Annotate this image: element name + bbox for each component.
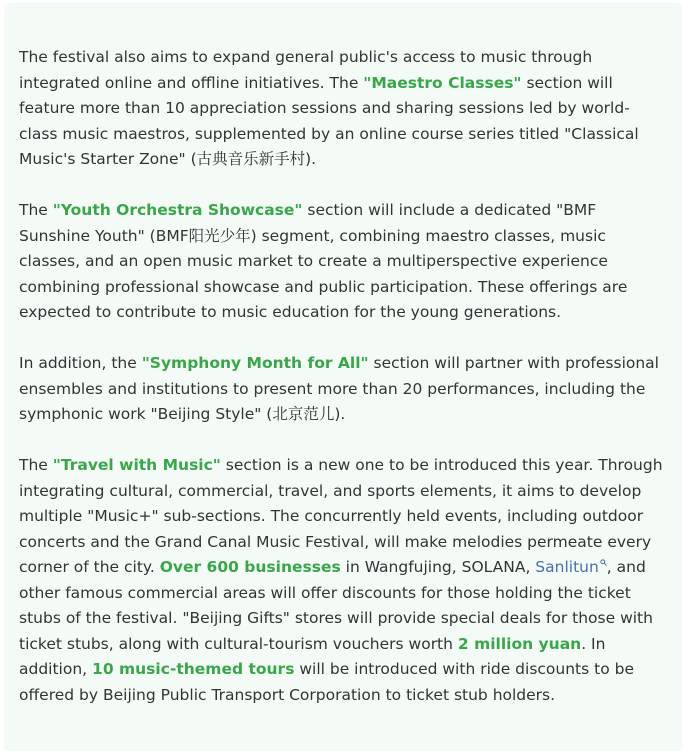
- paragraph-travel-with-music: [19, 453, 666, 708]
- paragraph-youth-orchestra: [19, 198, 666, 326]
- highlight-2-million-yuan: 2 million yuan: [457, 634, 582, 653]
- text: in Wangfujing, SOLANA,: [340, 558, 536, 576]
- highlight-travel-with-music: "Travel with Music": [52, 456, 221, 474]
- highlight-maestro-classes: "Maestro Classes": [363, 73, 522, 92]
- sanlitun-link-label: Sanlitun: [535, 558, 599, 576]
- text: . In addition,: [19, 634, 606, 678]
- text: The festival also aims to expand general public's access to music through integrated online and offline initiatives. The: [19, 48, 593, 92]
- text: The: [19, 456, 53, 474]
- text: The: [19, 201, 53, 219]
- paragraph-symphony-month: [19, 351, 666, 428]
- paragraph-maestro-classes: [19, 45, 666, 173]
- sanlitun-link[interactable]: [535, 558, 607, 576]
- highlight-youth-orchestra-showcase: "Youth Orchestra Showcase": [52, 201, 303, 219]
- highlight-10-music-themed-tours: 10 music-themed tours: [92, 660, 295, 678]
- text: , and other famous commercial areas will offer discounts for those holding the ticket stubs of the festival. "Beijing Gifts" stores will provide special deals for those with ticket stubs, along with cultural-tourism vouchers worth: [19, 558, 653, 653]
- text: will be introduced with ride discounts to be offered by Beijing Public Transport Corporation to ticket stub holders.: [19, 660, 634, 704]
- text: section will include a dedicated "BMF Sunshine Youth" (BMF阳光少年) segment, combining maestro classes, music classes, and an open music market to create a multiperspective experience combining professional showcase and public participation. These offerings are expected to contribute to music education for the young generations.: [19, 201, 628, 321]
- text: section will partner with professional ensembles and institutions to present more than 20 performances, including the symphonic work "Beijing Style" (北京范儿).: [19, 354, 659, 423]
- text: section is a new one to be introduced this year. Through integrating cultural, commercial, travel, and sports elements, it aims to develop multiple "Music+" sub-sections. The concurrently held events, including outdoor concerts and the Grand Canal Music Festival, will make melodies permeate every corner of the city.: [19, 456, 663, 576]
- article-card: [4, 3, 682, 751]
- text: section will feature more than 10 appreciation sessions and sharing sessions led by world-class music maestros, supplemented by an online course series titled "Classical Music's Starter Zone" (古典音乐新手村).: [19, 73, 639, 168]
- highlight-over-600-businesses: Over 600 businesses: [159, 558, 341, 576]
- highlight-symphony-month-for-all: "Symphony Month for All": [141, 354, 369, 372]
- search-icon: [600, 559, 607, 566]
- text: In addition, the: [19, 354, 142, 372]
